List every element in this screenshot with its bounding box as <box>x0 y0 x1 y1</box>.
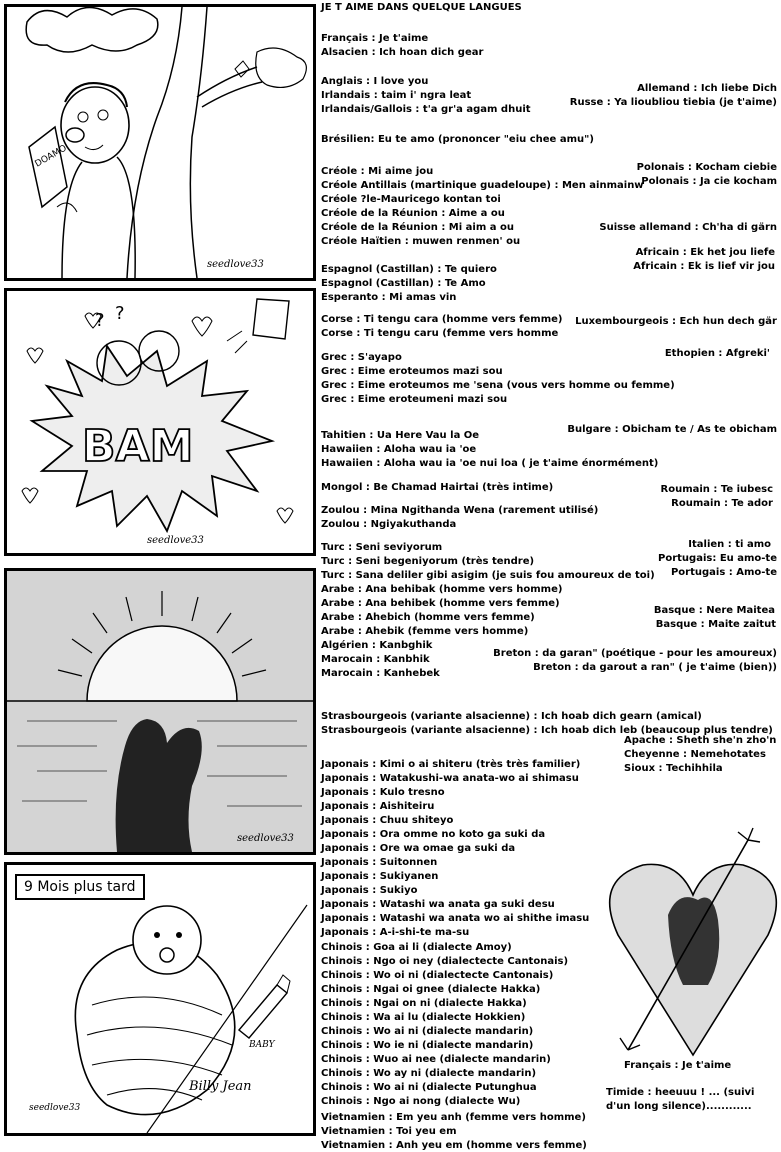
language-entry: Breton : da garout a ran" ( je t'aime (bien)) <box>533 662 777 673</box>
language-entry: Grec : Eime eroteumos mazi sou <box>321 366 503 377</box>
language-entry: Ethopien : Afgreki' <box>664 348 770 359</box>
language-entry: Espagnol (Castillan) : Te Amo <box>321 278 486 289</box>
bam-text: BAM <box>82 421 194 472</box>
language-entry: Apache : Sheth she'n zho'n <box>624 735 777 746</box>
language-entry: Zoulou : Mina Ngithanda Wena (rarement utilisé) <box>321 505 599 516</box>
language-entry: Grec : Eime eroteumos me 'sena (vous vers homme ou femme) <box>321 380 675 391</box>
svg-text:?: ? <box>115 303 125 324</box>
language-entry: Japonais : Sukiyanen <box>321 871 439 882</box>
language-entry: Zoulou : Ngiyakuthanda <box>321 519 457 530</box>
language-entry: Japonais : Watashi wa anata ga suki desu <box>321 899 555 910</box>
language-entry: Chinois : Wo ie ni (dialecte mandarin) <box>321 1040 534 1051</box>
language-entry: Allemand : Ich liebe Dich <box>637 83 777 94</box>
language-entry: Corse : Ti tengu caru (femme vers homme <box>321 328 559 339</box>
language-entry: Portugais : Amo-te <box>670 567 777 578</box>
comic-panel-3 <box>4 568 316 855</box>
language-entry: Japonais : Watashi wa anata wo ai shithe imasu <box>321 913 590 924</box>
reading-man-drawing <box>7 7 313 278</box>
comic-panel-1 <box>4 4 316 281</box>
language-entry: Créole Haïtien : muwen renmen' ou <box>321 236 521 247</box>
language-entry: Chinois : Ngo ai nong (dialecte Wu) <box>321 1096 521 1107</box>
language-entry: Japonais : A-i-shi-te ma-su <box>321 927 470 938</box>
language-entry: Africain : Ek is lief vir jou <box>633 261 775 272</box>
language-entry: Strasbourgeois (variante alsacienne) : Ich hoab dich gearn (amical) <box>321 711 702 722</box>
language-entry: Chinois : Wo ai ni (dialecte Putunghua <box>321 1082 537 1093</box>
language-entry: Chinois : Wo ai ni (dialecte mandarin) <box>321 1026 534 1037</box>
language-entry: Français : Je t'aime <box>321 33 429 44</box>
language-entry: Marocain : Kanhebek <box>321 668 440 679</box>
baby-drawing <box>7 865 313 1133</box>
panel1-signature: seedlove33 <box>207 259 264 270</box>
language-entry: Vietnamien : Em yeu anh (femme vers homme) <box>321 1112 586 1123</box>
language-entry: Turc : Sana deliler gibi asigim (je suis fou amoureux de toi) <box>321 570 655 581</box>
panel2-signature: seedlove33 <box>147 535 204 546</box>
language-entry: Japonais : Ora omme no koto ga suki da <box>321 829 546 840</box>
language-entry: Cheyenne : Nemehotates <box>624 749 766 760</box>
language-entry: Russe : Ya lioubliou tiebia (je t'aime) <box>569 97 777 108</box>
comic-panel-2 <box>4 288 316 556</box>
comic-panel-4 <box>4 862 316 1136</box>
language-entry: Créole de la Réunion : Aime a ou <box>321 208 505 219</box>
baby-name: Billy Jean <box>189 1079 252 1094</box>
language-entry: Tahitien : Ua Here Vau la Oe <box>321 430 480 441</box>
language-entry: Bulgare : Obicham te / As te obicham <box>567 424 777 435</box>
language-entry: Brésilien: Eu te amo (prononcer "eiu chee amu") <box>321 134 594 145</box>
language-entry: Chinois : Ngai on ni (dialecte Hakka) <box>321 998 527 1009</box>
panel4-caption: 9 Mois plus tard <box>15 874 145 900</box>
language-entry: Vietnamien : Toi yeu em <box>321 1126 457 1137</box>
language-entry: Chinois : Wo ay ni (dialecte mandarin) <box>321 1068 537 1079</box>
language-entry: Irlandais/Gallois : t'a gr'a agam dhuit <box>321 104 531 115</box>
language-entry: Sioux : Techihhila <box>624 763 723 774</box>
language-entry: Roumain : Te ador <box>671 498 773 509</box>
language-entry: Hawaiien : Aloha wau ia 'oe nui loa ( je t'aime énormément) <box>321 458 659 469</box>
language-entry: Créole Antillais (martinique guadeloupe) : Men ainmainw <box>321 180 644 191</box>
language-entry: Japonais : Ore wa omae ga suki da <box>321 843 516 854</box>
language-entry: Chinois : Ngai oi gnee (dialecte Hakka) <box>321 984 541 995</box>
language-entry: Arabe : Ahebik (femme vers homme) <box>321 626 529 637</box>
language-entry: Irlandais : taim i' ngra leat <box>321 90 472 101</box>
language-entry: Esperanto : Mi amas vin <box>321 292 457 303</box>
bam-drawing <box>7 291 313 553</box>
language-entry: Chinois : Wa ai lu (dialecte Hokkien) <box>321 1012 526 1023</box>
language-entry: Anglais : I love you <box>321 76 429 87</box>
svg-text:?: ? <box>95 310 105 331</box>
language-entry: Polonais : Ja cie kocham <box>641 176 777 187</box>
language-entry: Corse : Ti tengu cara (homme vers femme) <box>321 314 563 325</box>
language-entry: Turc : Seni seviyorum <box>321 542 443 553</box>
language-entry: Italien : ti amo <box>688 539 771 550</box>
page-title: JE T AIME DANS QUELQUE LANGUES <box>321 2 522 13</box>
language-entry: Strasbourgeois (variante alsacienne) : Ich hoab dich leb (beaucoup plus tendre) <box>321 725 773 736</box>
language-entry: Polonais : Kocham ciebie <box>636 162 777 173</box>
language-entry: Chinois : Ngo oi ney (dialectecte Cantonais) <box>321 956 569 967</box>
language-entry: Grec : S'ayapo <box>321 352 402 363</box>
language-entry: Japonais : Watakushi-wa anata-wo ai shimasu <box>321 773 579 784</box>
language-entry: Timide : heeuuu ! ... (suivi <box>606 1087 755 1098</box>
language-entry: Japonais : Aishiteiru <box>321 801 435 812</box>
book-cover-text: DOAMO <box>33 143 69 170</box>
language-entry: Basque : Maite zaitut <box>655 619 776 630</box>
language-entry: Suisse allemand : Ch'ha di gärn <box>599 222 777 233</box>
language-entry: d'un long silence)............ <box>606 1101 752 1112</box>
language-entry: Algérien : Kanbghik <box>321 640 433 651</box>
language-entry: Japonais : Chuu shiteyo <box>321 815 454 826</box>
baby-label: BABY <box>249 1040 275 1050</box>
panel4-signature: seedlove33 <box>29 1103 81 1113</box>
language-entry: Japonais : Kimi o ai shiteru (très très familier) <box>321 759 581 770</box>
language-entry: Basque : Nere Maitea <box>653 605 775 616</box>
language-entry: Roumain : Te iubesc <box>660 484 773 495</box>
sunset-drawing <box>7 571 313 852</box>
language-entry: Arabe : Ana behibek (homme vers femme) <box>321 598 560 609</box>
language-entry: Hawaiien : Aloha wau ia 'oe <box>321 444 477 455</box>
language-entry: Portugais: Eu amo-te <box>658 553 777 564</box>
language-entry: Alsacien : Ich hoan dich gear <box>321 47 484 58</box>
language-entry: Japonais : Suitonnen <box>321 857 438 868</box>
language-entry: Chinois : Goa ai li (dialecte Amoy) <box>321 942 512 953</box>
language-entry: Créole de la Réunion : Mi aim a ou <box>321 222 514 233</box>
language-entry: Chinois : Wo oi ni (dialectecte Cantonais) <box>321 970 554 981</box>
language-entry: Français : Je t'aime <box>624 1060 732 1071</box>
language-entry: Grec : Eime eroteumeni mazi sou <box>321 394 508 405</box>
language-entry: Espagnol (Castillan) : Te quiero <box>321 264 497 275</box>
language-entry: Marocain : Kanbhik <box>321 654 430 665</box>
language-entry: Japonais : Sukiyo <box>321 885 418 896</box>
language-entry: Arabe : Ana behibak (homme vers homme) <box>321 584 563 595</box>
panel3-signature: seedlove33 <box>237 833 294 844</box>
language-entry: Créole : Mi aime jou <box>321 166 434 177</box>
language-entry: Breton : da garan" (poétique - pour les amoureux) <box>493 648 777 659</box>
language-entry: Arabe : Ahebich (homme vers femme) <box>321 612 535 623</box>
language-entry: Japonais : Kulo tresno <box>321 787 445 798</box>
language-entry: Créole ?le-Mauricego kontan toi <box>321 194 501 205</box>
heart-arrow-drawing <box>598 820 781 1060</box>
language-entry: Mongol : Be Chamad Hairtai (très intime) <box>321 482 554 493</box>
language-entry: Vietnamien : Anh yeu em (homme vers femme) <box>321 1140 587 1151</box>
language-entry: Chinois : Wuo ai nee (dialecte mandarin) <box>321 1054 551 1065</box>
language-entry: Africain : Ek het jou liefe <box>635 247 775 258</box>
language-entry: Turc : Seni begeniyorum (très tendre) <box>321 556 535 567</box>
language-entry: Luxembourgeois : Ech hun dech gär <box>575 316 777 327</box>
